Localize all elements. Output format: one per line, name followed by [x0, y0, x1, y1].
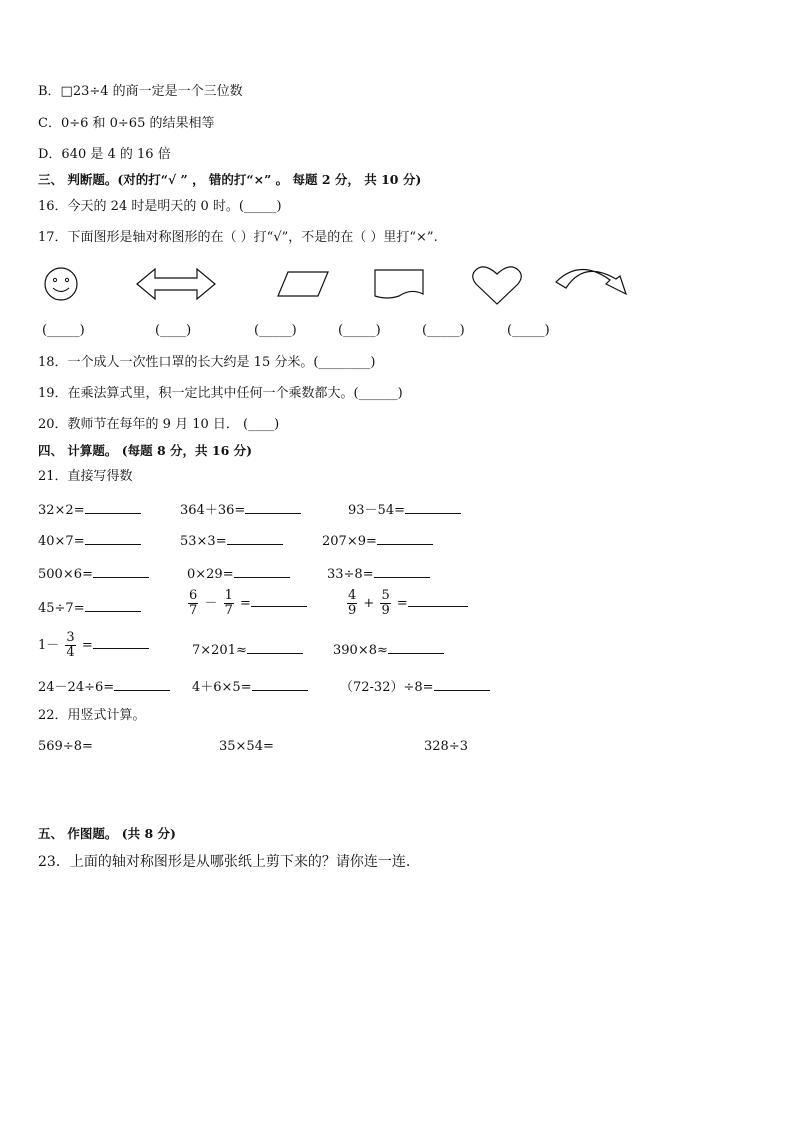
- fraction: $\frac{1}{7}$: [224, 588, 233, 618]
- question-16: 16．今天的 24 时是明天的 0 时。(_____): [38, 199, 282, 214]
- question-18: 18．一个成人一次性口罩的长大约是 15 分米。(________): [38, 355, 376, 370]
- fraction-calc-item: $\frac{4}{9}$ + $\frac{5}{9}$ =: [345, 589, 468, 618]
- answer-line[interactable]: [377, 531, 433, 545]
- calc-expression: 500×6=: [38, 567, 93, 582]
- calc-item: [187, 564, 290, 584]
- answer-blank[interactable]: (_____): [254, 323, 297, 338]
- calc-expression: （72-32）÷8=: [340, 680, 434, 695]
- question-23: 23．上面的轴对称图形是从哪张纸上剪下来的？请你连一连.: [38, 854, 411, 870]
- answer-line[interactable]: [85, 598, 141, 612]
- question-17: 17．下面图形是轴对称图形的在（ ）打“√”，不是的在（ ）里打“×”.: [38, 230, 438, 245]
- option-c: C．0÷6 和 0÷65 的结果相等: [38, 116, 215, 131]
- calc-expression: 24－24÷6=: [38, 680, 115, 695]
- question-21: 21．直接写得数: [38, 469, 133, 484]
- answer-line[interactable]: [388, 640, 444, 654]
- fraction-calc-item: 1－ $\frac{3}{4}$ =: [38, 631, 149, 660]
- fraction: $\frac{5}{9}$: [381, 588, 390, 618]
- answer-line[interactable]: [374, 564, 430, 578]
- calc-item: [322, 531, 433, 551]
- section-3-header: 三、 判断题。(对的打“√ ” ， 错的打“×” 。 每题 2 分， 共 10 分): [38, 172, 422, 187]
- answer-line[interactable]: [408, 593, 468, 607]
- calc-expression: 45÷7=: [38, 601, 85, 616]
- calc-expression: 32×2=: [38, 503, 85, 518]
- answer-line[interactable]: [252, 677, 308, 691]
- answer-line[interactable]: [247, 640, 303, 654]
- answer-line[interactable]: [93, 635, 149, 649]
- answer-line[interactable]: [234, 564, 290, 578]
- answer-line[interactable]: [245, 500, 301, 514]
- answer-line[interactable]: [405, 500, 461, 514]
- vertical-calc-item: 35×54=: [219, 739, 274, 754]
- question-20: 20．教师节在每年的 9 月 10 日． (____): [38, 417, 280, 432]
- fraction-calc-item: $\frac{6}{7}$ － $\frac{1}{7}$ =: [186, 589, 307, 618]
- calc-expression: 4＋6×5=: [192, 680, 252, 695]
- answer-line[interactable]: [93, 564, 149, 578]
- calc-expression: 390×8≈: [333, 643, 388, 658]
- calc-item: [340, 677, 490, 697]
- option-b: B．□23÷4 的商一定是一个三位数: [38, 84, 243, 99]
- heart-icon: [471, 264, 523, 306]
- calc-item: [333, 640, 444, 660]
- fraction: $\frac{4}{9}$: [348, 588, 357, 618]
- fraction: $\frac{3}{4}$: [66, 630, 75, 660]
- calc-expression: 93－54=: [348, 503, 405, 518]
- question-22: 22．用竖式计算。: [38, 708, 146, 723]
- calc-item: [327, 564, 430, 584]
- answer-blank[interactable]: (_____): [507, 323, 550, 338]
- answer-line[interactable]: [434, 677, 490, 691]
- answer-blank[interactable]: (____): [155, 323, 192, 338]
- calc-expression: 33÷8=: [327, 567, 374, 582]
- section-4-header: 四、 计算题。 (每题 8 分，共 16 分): [38, 443, 253, 458]
- answer-line[interactable]: [85, 500, 141, 514]
- calc-expression: 207×9=: [322, 534, 377, 549]
- calc-expression: 0×29=: [187, 567, 234, 582]
- calc-item: [38, 531, 141, 551]
- answer-blank[interactable]: (_____): [422, 323, 465, 338]
- calc-expression: 40×7=: [38, 534, 85, 549]
- vertical-calc-item: 328÷3: [424, 739, 468, 754]
- question-19: 19．在乘法算式里，积一定比其中任何一个乘数都大。(______): [38, 386, 403, 401]
- calc-item: [192, 677, 308, 697]
- calc-item: [192, 640, 303, 660]
- answer-blank[interactable]: (_____): [42, 323, 85, 338]
- calc-expression: 53×3=: [180, 534, 227, 549]
- answer-line[interactable]: [251, 593, 307, 607]
- calc-expression: 7×201≈: [192, 643, 247, 658]
- fraction: $\frac{6}{7}$: [189, 588, 198, 618]
- calc-item: [38, 564, 149, 584]
- answer-line[interactable]: [114, 677, 170, 691]
- calc-item: [38, 500, 141, 520]
- calc-item: [38, 677, 170, 697]
- calc-expression: 364＋36=: [180, 503, 246, 518]
- vertical-calc-item: 569÷8=: [38, 739, 93, 754]
- parallelogram-icon: [276, 270, 330, 298]
- wavy-rectangle-icon: [373, 268, 425, 300]
- smiley-face-icon: [40, 266, 82, 302]
- answer-line[interactable]: [85, 531, 141, 545]
- section-5-header: 五、 作图题。 (共 8 分): [38, 826, 176, 841]
- option-d: D．640 是 4 的 16 倍: [38, 147, 171, 162]
- double-arrow-icon: [135, 266, 217, 302]
- calc-item: [180, 500, 301, 520]
- calc-item: [38, 598, 141, 618]
- curved-arrow-icon: [554, 264, 632, 302]
- answer-line[interactable]: [227, 531, 283, 545]
- calc-item: [180, 531, 283, 551]
- answer-blank[interactable]: (_____): [338, 323, 381, 338]
- calc-item: [348, 500, 461, 520]
